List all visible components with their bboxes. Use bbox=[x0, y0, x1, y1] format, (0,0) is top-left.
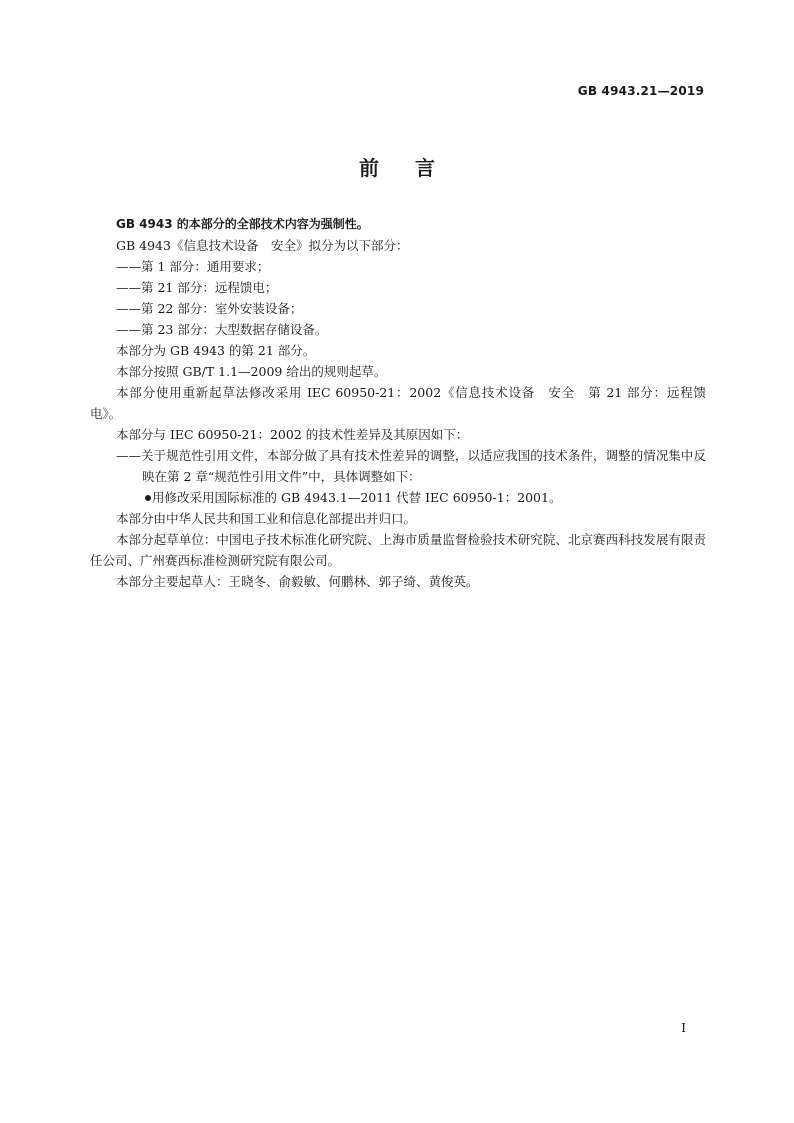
paragraph-adoption: 本部分使用重新起草法修改采用 IEC 60950-21：2002《信息技术设备 安全 第 21 部分：远程馈电》。 bbox=[90, 385, 706, 421]
paragraph-differences: 本部分与 IEC 60950-21：2002 的技术性差异及其原因如下： bbox=[116, 427, 469, 442]
paragraph-proposer: 本部分由中华人民共和国工业和信息化部提出并归口。 bbox=[116, 511, 417, 526]
list-item-normative-references: ——关于规范性引用文件，本部分做了具有技术性差异的调整，以适应我国的技术条件，调整的情况集中反映在第 2 章“规范性引用文件”中，具体调整如下： bbox=[116, 448, 706, 484]
bullet-icon bbox=[145, 495, 151, 501]
bullet-text: 用修改采用国际标准的 GB 4943.1—2011 代替 IEC 60950-1：2001。 bbox=[152, 490, 562, 505]
page-number: I bbox=[681, 1021, 686, 1035]
paragraph-drafting-rules: 本部分按照 GB/T 1.1—2009 给出的规则起草。 bbox=[116, 364, 387, 379]
list-item-part-1: ——第 1 部分：通用要求； bbox=[116, 259, 270, 274]
list-item-part-22: ——第 22 部分：室外安装设备； bbox=[116, 301, 303, 316]
paragraph-this-part: 本部分为 GB 4943 的第 21 部分。 bbox=[116, 343, 316, 358]
list-item-part-21: ——第 21 部分：远程馈电； bbox=[116, 280, 278, 295]
foreword-body bbox=[90, 214, 706, 592]
paragraph-mandatory: GB 4943 的本部分的全部技术内容为强制性。 bbox=[116, 217, 369, 231]
paragraph-parts-intro: GB 4943《信息技术设备 安全》拟分为以下部分： bbox=[116, 238, 409, 253]
list-item-part-23: ——第 23 部分：大型数据存储设备。 bbox=[116, 322, 328, 337]
bullet-item-replacement bbox=[90, 487, 706, 508]
page-title: 前言 bbox=[359, 156, 471, 180]
paragraph-drafting-units: 本部分起草单位：中国电子技术标准化研究院、上海市质量监督检验技术研究院、北京赛西科技发展有限责任公司、广州赛西标准检测研究院有限公司。 bbox=[90, 532, 706, 568]
paragraph-drafters: 本部分主要起草人：王晓冬、俞毅敏、何鹏林、郭子绮、黄俊英。 bbox=[116, 574, 479, 589]
standard-number: GB 4943.21—2019 bbox=[577, 84, 704, 98]
